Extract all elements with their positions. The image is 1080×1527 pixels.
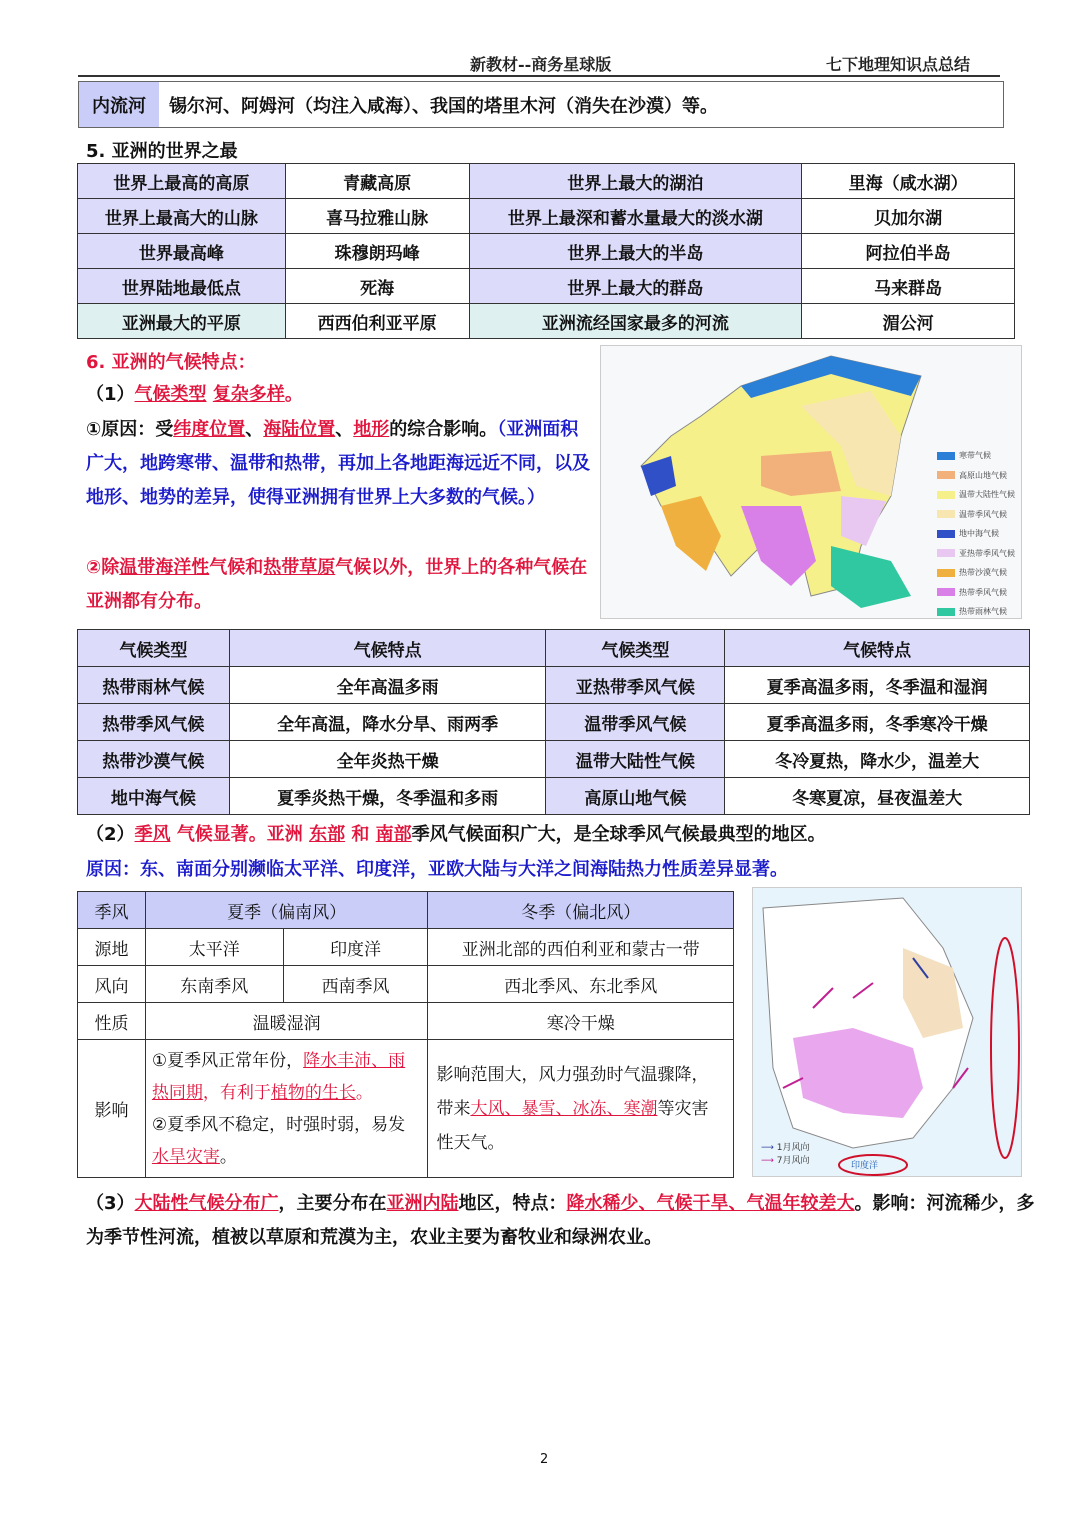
record-cell: 世界上最高的高原 xyxy=(78,164,286,199)
header-rule xyxy=(78,75,1000,77)
table-row xyxy=(78,667,1030,704)
legend-label: 寒带气候 xyxy=(959,451,991,461)
legend-swatch xyxy=(937,588,955,596)
monsoon-map-graphic xyxy=(753,888,1021,1176)
table-row xyxy=(78,269,1015,304)
legend-label: 亚热带季风气候 xyxy=(959,548,1015,558)
p2-a: 季风 xyxy=(134,824,171,845)
climate-feature-cell: 夏季炎热干燥，冬季温和多雨 xyxy=(229,778,546,815)
climate-feature-cell: 夏季高温多雨，冬季温和湿润 xyxy=(725,667,1030,704)
winter-impact-cell xyxy=(428,1040,734,1178)
sec6-p2 xyxy=(86,818,1036,852)
monsoon-table xyxy=(77,891,734,1178)
climate-table xyxy=(77,629,1030,815)
table-row xyxy=(78,704,1030,741)
record-cell: 亚洲最大的平原 xyxy=(78,304,286,339)
note2-a: ②除 xyxy=(86,557,120,578)
record-cell: 死海 xyxy=(285,269,469,304)
climate-type-cell: 地中海气候 xyxy=(78,778,230,815)
reason-k1: 纬度位置 xyxy=(173,419,246,440)
table-header-row xyxy=(78,892,734,929)
legend-label: 7月风向 xyxy=(776,1156,810,1166)
imp-s1b: 降水丰沛、雨热同期 xyxy=(151,1050,406,1103)
row-label: 性质 xyxy=(78,1003,146,1040)
p3-b: ，主要分布在 xyxy=(278,1193,387,1214)
legend-item xyxy=(937,505,1015,525)
legend-swatch xyxy=(937,510,955,518)
legend-arrow-icon: ⟶ xyxy=(761,1143,774,1153)
inland-river-text: 锡尔河、阿姆河（均注入咸海）、我国的塔里木河（消失在沙漠）等。 xyxy=(169,95,718,117)
table-row xyxy=(78,164,1015,199)
header-cell: 气候类型 xyxy=(78,630,230,667)
imp-s1c: ，有利于 xyxy=(202,1082,271,1103)
record-cell: 珠穆朗玛峰 xyxy=(285,234,469,269)
legend-item xyxy=(937,563,1015,583)
climate-type-cell: 高原山地气候 xyxy=(546,778,725,815)
p1-keyword-a: 气候类型 xyxy=(134,384,207,405)
monsoon-cell: 温暖湿润 xyxy=(145,1003,428,1040)
p3-a: 大陆性气候分布广 xyxy=(134,1193,279,1214)
monsoon-cell: 亚洲北部的西伯利亚和蒙古一带 xyxy=(428,929,734,966)
header-left: 新教材--商务星球版 xyxy=(470,55,612,74)
table-row xyxy=(78,304,1015,339)
summer-impact-cell xyxy=(145,1040,428,1178)
p2-b: 气候显著。亚洲 xyxy=(176,824,303,845)
header-cell: 季风 xyxy=(78,892,146,929)
imp-s2b: 水旱灾害 xyxy=(151,1146,220,1167)
legend-swatch xyxy=(937,549,955,557)
table-header-row xyxy=(78,630,1030,667)
climate-type-cell: 热带沙漠气候 xyxy=(78,741,230,778)
legend-label: 温带季风气候 xyxy=(959,509,1007,519)
p2-prefix: （2） xyxy=(86,824,135,845)
header-right: 七下地理知识点总结 xyxy=(826,55,971,74)
legend-swatch xyxy=(937,569,955,577)
legend-item xyxy=(937,602,1015,622)
p3-c: 亚洲内陆 xyxy=(386,1193,459,1214)
legend-item xyxy=(937,524,1015,544)
record-cell: 里海（咸水湖） xyxy=(802,164,1015,199)
inland-river-label: 内流河 xyxy=(79,82,159,127)
legend-item xyxy=(937,485,1015,505)
imp-s1d: 植物的生长 xyxy=(270,1082,356,1103)
legend-item xyxy=(937,466,1015,486)
header-cell: 气候特点 xyxy=(229,630,546,667)
record-cell: 世界上最大的群岛 xyxy=(469,269,802,304)
note2-d: 热带草原 xyxy=(263,557,336,578)
header-cell: 夏季（偏南风） xyxy=(145,892,428,929)
record-cell: 世界上最深和蓄水量最大的淡水湖 xyxy=(469,199,802,234)
legend-label: 热带季风气候 xyxy=(959,587,1007,597)
legend-item xyxy=(937,544,1015,564)
p2-d: 和 xyxy=(351,824,370,845)
sec6-p2-reason: 原因：东、南面分别濒临太平洋、印度洋，亚欧大陆与大洋之间海陆热力性质差异显著。 xyxy=(86,859,788,880)
p1-keyword-b: 复杂多样 xyxy=(212,384,285,405)
p3-prefix: （3） xyxy=(86,1193,135,1214)
row-label: 风向 xyxy=(78,966,146,1003)
monsoon-cell: 寒冷干燥 xyxy=(428,1003,734,1040)
monsoon-cell: 印度洋 xyxy=(283,929,428,966)
note2-c: 气候和 xyxy=(209,557,264,578)
p3-e: 降水稀少、气候干旱、气温年较差大 xyxy=(566,1193,855,1214)
legend-item xyxy=(761,1155,810,1168)
record-cell: 世界最高峰 xyxy=(78,234,286,269)
reason-mid: 的综合影响。 xyxy=(389,419,498,440)
climate-feature-cell: 冬寒夏凉，昼夜温差大 xyxy=(725,778,1030,815)
legend-item xyxy=(937,446,1015,466)
note2-e: 气候以外，世界上的各种气候在亚洲都有分布。 xyxy=(86,557,588,612)
climate-feature-cell: 全年高温多雨 xyxy=(229,667,546,704)
table-row xyxy=(78,1003,734,1040)
legend-swatch xyxy=(937,452,955,460)
sec6-note2 xyxy=(86,551,596,619)
header-cell: 冬季（偏北风） xyxy=(428,892,734,929)
sec6-title: 6. 亚洲的气候特点： xyxy=(86,352,256,373)
p3-f: 。影响：河流稀少，多为季节性河流，植被以草原和荒漠为主，农业主要为畜牧业和绿洲农业。 xyxy=(86,1193,1035,1248)
row-label: 源地 xyxy=(78,929,146,966)
p2-f: 季风气候面积广大，是全球季风气候最典型的地区。 xyxy=(411,824,826,845)
header-cell: 气候特点 xyxy=(725,630,1030,667)
table-row xyxy=(78,778,1030,815)
p2-e: 南部 xyxy=(375,824,412,845)
monsoon-map xyxy=(752,887,1022,1177)
reason-sep1: 、 xyxy=(245,419,264,440)
climate-type-cell: 热带季风气候 xyxy=(78,704,230,741)
climate-feature-cell: 夏季高温多雨，冬季寒冷干燥 xyxy=(725,704,1030,741)
inland-river-row xyxy=(78,81,1004,128)
map-ocean-label: 印度洋 xyxy=(851,1161,879,1171)
climate-map-legend xyxy=(937,446,1015,622)
table-row xyxy=(78,966,734,1003)
record-cell: 湄公河 xyxy=(802,304,1015,339)
table-row xyxy=(78,741,1030,778)
asia-climate-map xyxy=(600,345,1022,619)
legend-item xyxy=(937,583,1015,603)
record-cell: 世界上最大的半岛 xyxy=(469,234,802,269)
legend-swatch xyxy=(937,491,955,499)
imp-s1a: ①夏季风正常年份， xyxy=(151,1050,304,1071)
legend-swatch xyxy=(937,608,955,616)
climate-feature-cell: 全年高温，降水分旱、雨两季 xyxy=(229,704,546,741)
monsoon-map-legend xyxy=(761,1142,810,1168)
monsoon-cell: 西南季风 xyxy=(283,966,428,1003)
imp-s2c: 。 xyxy=(219,1146,237,1167)
legend-label: 热带沙漠气候 xyxy=(959,568,1007,578)
record-cell: 世界上最大的湖泊 xyxy=(469,164,802,199)
climate-type-cell: 温带大陆性气候 xyxy=(546,741,725,778)
table-row xyxy=(78,1040,734,1178)
record-cell: 马来群岛 xyxy=(802,269,1015,304)
imp-w2: 大风、暴雪、冰冻、寒潮 xyxy=(470,1098,658,1119)
reason-sep2: 、 xyxy=(335,419,354,440)
legend-label: 温带大陆性气候 xyxy=(959,490,1015,500)
monsoon-cell: 太平洋 xyxy=(145,929,283,966)
legend-label: 地中海气候 xyxy=(959,529,999,539)
reason-k3: 地形 xyxy=(353,419,390,440)
imp-w1: 影响范围大，风力强劲时气温骤降，带来 xyxy=(436,1064,709,1119)
reason-blue: （亚洲面积广大，地跨寒带、温带和热带，再加上各地距海远近不同，以及地形、地势的差异，使得亚洲拥有世界上大多数的气候。） xyxy=(86,419,590,508)
record-cell: 西西伯利亚平原 xyxy=(285,304,469,339)
legend-label: 高原山地气候 xyxy=(959,470,1007,480)
climate-type-cell: 温带季风气候 xyxy=(546,704,725,741)
imp-w3: 等灾害性天气。 xyxy=(436,1098,709,1153)
table-row xyxy=(78,929,734,966)
note2-b: 温带海洋性 xyxy=(119,557,210,578)
p3-d: 地区，特点： xyxy=(458,1193,567,1214)
imp-s2a: ②夏季风不稳定，时强时弱，易发 xyxy=(151,1114,406,1135)
world-records-table xyxy=(77,163,1015,339)
legend-item xyxy=(761,1142,810,1155)
sec6-p1 xyxy=(86,378,606,412)
header-cell: 气候类型 xyxy=(546,630,725,667)
climate-type-cell: 亚热带季风气候 xyxy=(546,667,725,704)
p1-prefix: （1） xyxy=(86,384,135,405)
legend-swatch xyxy=(937,471,955,479)
table-row xyxy=(78,234,1015,269)
row-label: 影响 xyxy=(78,1040,146,1178)
record-cell: 贝加尔湖 xyxy=(802,199,1015,234)
monsoon-cell: 西北季风、东北季风 xyxy=(428,966,734,1003)
sec6-p3 xyxy=(86,1187,1036,1255)
climate-feature-cell: 全年炎热干燥 xyxy=(229,741,546,778)
reason-prefix: ①原因：受 xyxy=(86,419,174,440)
p1-suffix: 。 xyxy=(284,384,303,405)
record-cell: 亚洲流经国家最多的河流 xyxy=(469,304,802,339)
record-cell: 喜马拉雅山脉 xyxy=(285,199,469,234)
record-cell: 世界陆地最低点 xyxy=(78,269,286,304)
legend-arrow-icon: ⟶ xyxy=(761,1156,774,1166)
legend-swatch xyxy=(937,530,955,538)
legend-label: 1月风向 xyxy=(776,1143,810,1153)
legend-label: 热带雨林气候 xyxy=(959,607,1007,617)
monsoon-cell: 东南季风 xyxy=(145,966,283,1003)
page-number: 2 xyxy=(540,1452,549,1467)
reason-k2: 海陆位置 xyxy=(263,419,336,440)
table-row xyxy=(78,199,1015,234)
sec6-reason xyxy=(86,413,596,515)
sec5-title: 5. 亚洲的世界之最 xyxy=(86,141,238,162)
climate-type-cell: 热带雨林气候 xyxy=(78,667,230,704)
climate-feature-cell: 冬冷夏热，降水少，温差大 xyxy=(725,741,1030,778)
record-cell: 世界上最高大的山脉 xyxy=(78,199,286,234)
p2-c: 东部 xyxy=(309,824,346,845)
record-cell: 阿拉伯半岛 xyxy=(802,234,1015,269)
asia-map-graphic xyxy=(601,346,931,618)
record-cell: 青藏高原 xyxy=(285,164,469,199)
imp-s1e: 。 xyxy=(355,1082,373,1103)
